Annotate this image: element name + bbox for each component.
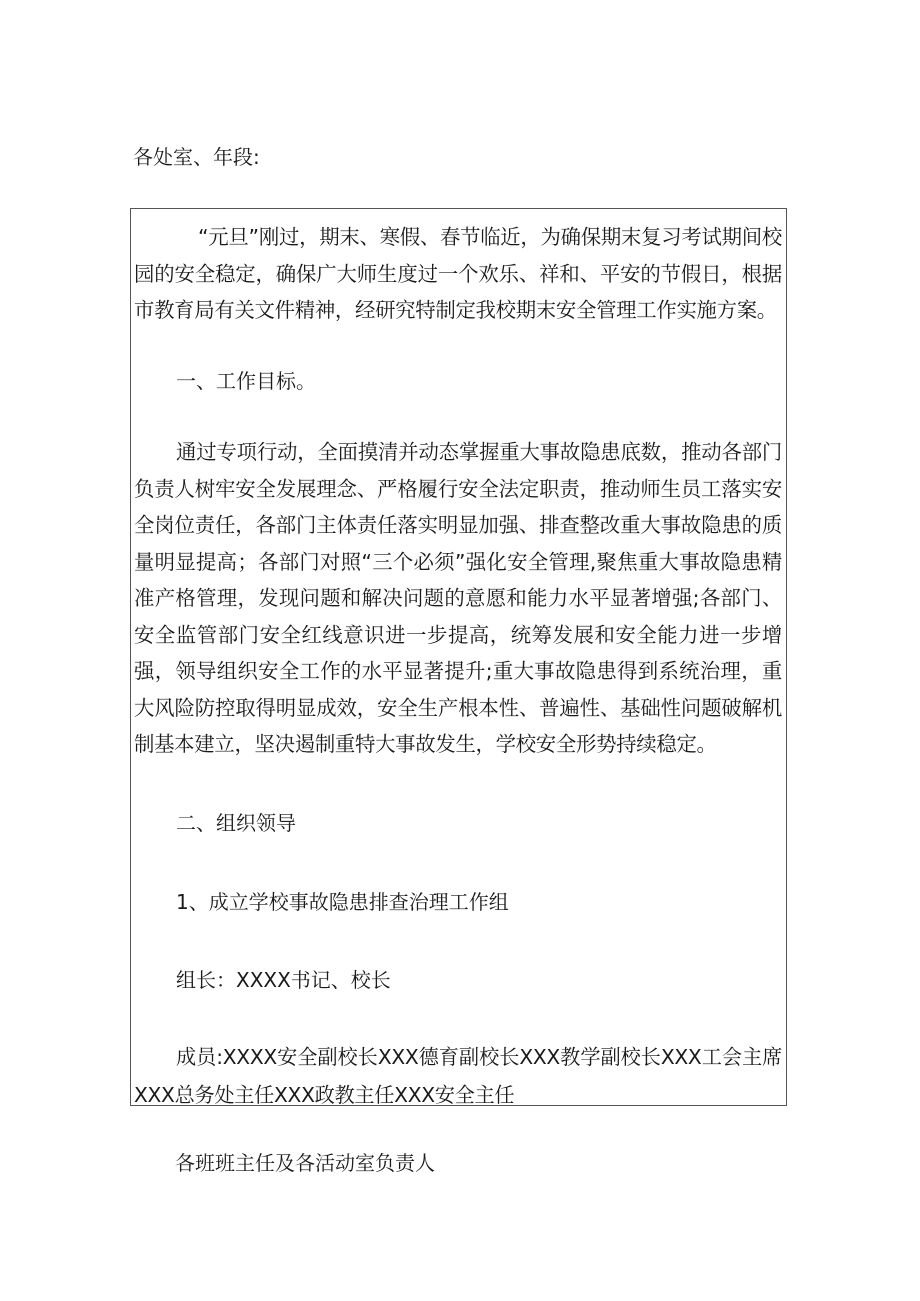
item-setup-workgroup: 1、成立学校事故隐患排查治理工作组 [176,890,509,914]
section-heading-goals: 一、工作目标。 [176,369,316,393]
footer-line: 各班班主任及各活动室负责人 [175,1151,435,1175]
salutation: 各处室、年段: [133,145,260,169]
content-box [130,208,787,1106]
leader-line: 组长：XXXX书记、校长 [176,968,391,992]
intro-paragraph: “元旦”刚过，期末、寒假、春节临近，为确保期末复习考试期间校园的安全稳定，确保广大师生度过一个欢乐、祥和、平安的节假日，根据市教育局有关文件精神，经研究特制定我校期末安全管理工作实施方案。 [134,225,782,322]
section-heading-organization: 二、组织领导 [176,811,296,835]
members-paragraph: 成员:XXXX安全副校长XXX德育副校长XXX教学副校长XXX工会主席XXX总务处主任XXX政教主任XXX安全主任 [134,1045,782,1107]
goals-paragraph: 通过专项行动，全面摸清并动态掌握重大事故隐患底数，推动各部门负责人树牢安全发展理念、严格履行安全法定职责，推动师生员工落实安全岗位责任，各部门主体责任落实明显加强、排查整改重大事故隐患的质量明显提高；各部门对照“三个必须”强化安全管理,聚焦重大事故隐患精准产格管理，发现问题和解决问题的意愿和能力水平显著增强;各部门、安全监管部门安全红线意识进一步提高，统筹发展和安全能力进一步增强，领导组织安全工作的水平显著提升;重大事故隐患得到系统治理，重大风险防控取得明显成效，安全生产根本性、普遍性、基础性问题破解机制基本建立，坚决遏制重特大事故发生，学校安全形势持续稳定。 [134,440,782,756]
